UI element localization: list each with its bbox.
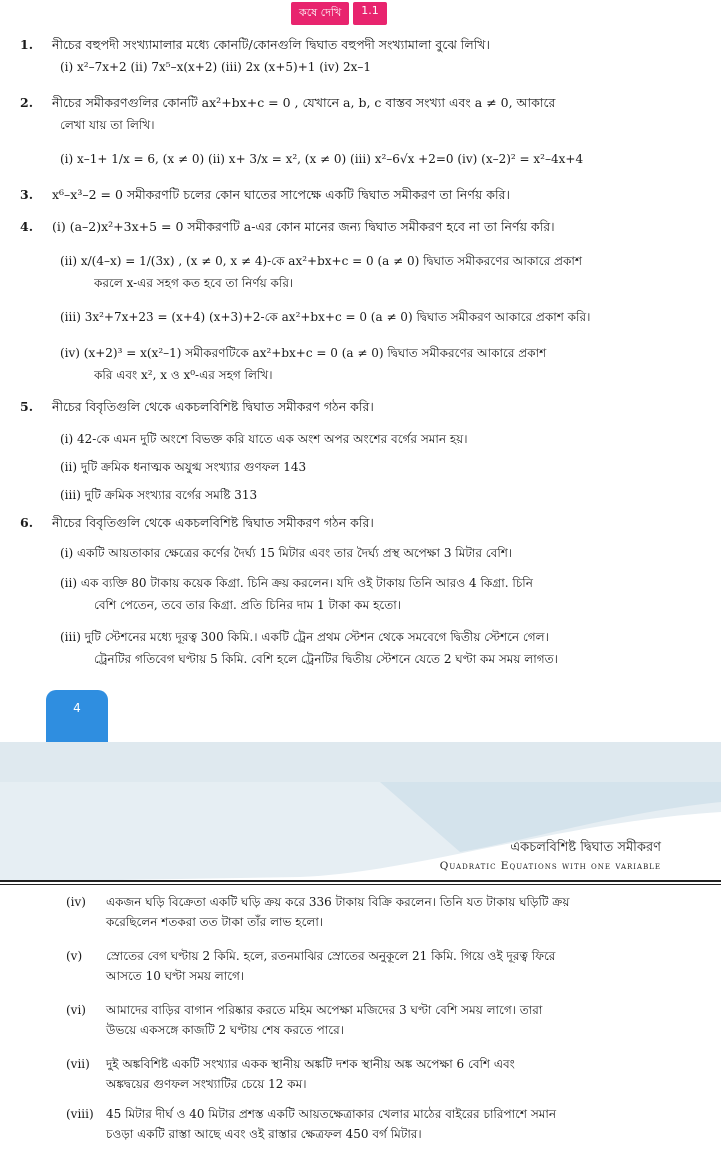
question-number: 6. — [20, 515, 34, 530]
chapter-title-english: Quadratic Equations with one variable — [439, 860, 661, 872]
question-text: নীচের বহুপদী সংখ্যামালার মধ্যে কোনটি/কোনগুলি দ্বিঘাত বহুপদী সংখ্যামালা বুঝে লিখি। — [51, 37, 490, 52]
page-divider-band — [0, 742, 721, 782]
question-4-part-iv-cont: করি এবং x², x ও x⁰-এর সহগ লিখি। — [94, 368, 273, 382]
question-text: x⁶–x³–2 = 0 সমীকরণটি চলের কোন ঘাতের সাপেক্ষে একটি দ্বিঘাত সমীকরণ তা নির্ণয় করি। — [51, 187, 510, 202]
question-4-part-iii: (iii) 3x²+7x+23 = (x+4) (x+3)+2-কে ax²+bx+c = 0 (a ≠ 0) দ্বিঘাত সমীকরণ আকারে প্রকাশ করি। — [60, 310, 591, 324]
question-5 — [20, 398, 374, 416]
question-4-part-ii: (ii) x/(4–x) = 1/(3x) , (x ≠ 0, x ≠ 4)-কে ax²+bx+c = 0 (a ≠ 0) দ্বিঘাত সমীকরণের আকারে প্রকাশ — [60, 254, 582, 268]
header-rule — [0, 880, 721, 882]
question-4-part-iv: (iv) (x+2)³ = x(x²–1) সমীকরণটিকে ax²+bx+c = 0 (a ≠ 0) দ্বিঘাত সমীকরণের আকারে প্রকাশ — [60, 346, 547, 360]
list-item — [66, 1104, 703, 1144]
question-text: নীচের সমীকরণগুলির কোনটি ax²+bx+c = 0 , যেখানে a, b, c বাস্তব সংখ্যা এবং a ≠ 0, আকারে — [51, 95, 556, 110]
question-4-part-i: (i) (a–2)x²+3x+5 = 0 সমীকরণটি a-এর কোন মানের জন্য দ্বিঘাত সমীকরণ হবে না তা নির্ণয় করি। — [51, 219, 555, 234]
list-item — [66, 946, 703, 986]
question-2-options: (i) x–1+ 1/x = 6, (x ≠ 0) (ii) x+ 3/x = x², (x ≠ 0) (iii) x²–6√x +2=0 (iv) (x–2)² = x²–4x+4 — [60, 152, 584, 166]
item-line-1: 45 মিটার দীর্ঘ ও 40 মিটার প্রশস্ত একটি আয়তক্ষেত্রাকার খেলার মাঠের বাইরের চারিপাশে সমান — [106, 1107, 557, 1121]
question-1-options: (i) x²–7x+2 (ii) 7x⁵–x(x+2) (iii) 2x (x+5)+1 (iv) 2x–1 — [60, 60, 372, 74]
question-number: 2. — [20, 95, 34, 110]
item-line-2: অঙ্কদ্বয়ের গুণফল সংখ্যাটির চেয়ে 12 কম। — [106, 1077, 307, 1091]
item-line-2: উভয়ে একসঙ্গে কাজটি 2 ঘণ্টায় শেষ করতে পারে। — [106, 1023, 344, 1037]
question-6 — [20, 514, 374, 532]
question-4 — [20, 218, 555, 236]
item-line-2: চওড়া একটি রাস্তা আছে এবং ওই রাস্তার ক্ষেত্রফল 450 বর্গ মিটার। — [106, 1127, 422, 1141]
question-6-part-i: (i) একটি আয়তাকার ক্ষেত্রের কর্ণের দৈর্ঘ্য 15 মিটার এবং তার দৈর্ঘ্য প্রস্থ অপেক্ষা 3 মিটার বেশি। — [60, 546, 513, 560]
question-6-part-iii-cont: ট্রেনটির গতিবেগ ঘণ্টায় 5 কিমি. বেশি হলে ট্রেনটির দ্বিতীয় স্টেশনে যেতে 2 ঘণ্টা কম সময় লাগত। — [94, 652, 558, 666]
item-line-1: দুই অঙ্কবিশিষ্ট একটি সংখ্যার একক স্থানীয় অঙ্কটি দশক স্থানীয় অঙ্ক অপেক্ষা 6 বেশি এবং — [106, 1057, 515, 1071]
item-label: (v) — [66, 949, 83, 963]
list-item — [66, 892, 703, 932]
question-number: 1. — [20, 37, 34, 52]
header-rule-thin — [0, 884, 721, 885]
page-number-tab — [46, 690, 108, 742]
item-label: (vi) — [66, 1003, 86, 1017]
question-text: নীচের বিবৃতিগুলি থেকে একচলবিশিষ্ট দ্বিঘাত সমীকরণ গঠন করি। — [51, 399, 374, 414]
question-6-part-iii: (iii) দুটি স্টেশনের মধ্যে দূরত্ব 300 কিমি.। একটি ট্রেন প্রথম স্টেশন থেকে সমবেগে দ্বিতীয় স্টেশনে গেল। — [60, 630, 549, 644]
question-2-line-2: লেখা যায় তা লিখি। — [60, 118, 155, 132]
item-line-1: স্রোতের বেগ ঘণ্টায় 2 কিমি. হলে, রতনমাঝির স্রোতের অনুকূলে 21 কিমি. গিয়ে ওই দূরত্ব ফিরে — [106, 949, 556, 963]
item-label: (vii) — [66, 1057, 90, 1071]
exercise-badge — [291, 2, 387, 25]
question-number: 3. — [20, 187, 34, 202]
question-5-part-i: (i) 42-কে এমন দুটি অংশে বিভক্ত করি যাতে এক অংশ অপর অংশের বর্গের সমান হয়। — [60, 432, 468, 446]
item-label: (iv) — [66, 895, 86, 909]
question-text: নীচের বিবৃতিগুলি থেকে একচলবিশিষ্ট দ্বিঘাত সমীকরণ গঠন করি। — [51, 515, 374, 530]
list-item — [66, 1000, 703, 1040]
question-1 — [20, 36, 490, 54]
page-number: 4 — [73, 701, 81, 715]
chapter-title-bengali: একচলবিশিষ্ট দ্বিঘাত সমীকরণ — [510, 840, 661, 855]
item-label: (viii) — [66, 1107, 94, 1121]
list-item — [66, 1054, 703, 1094]
question-number: 4. — [20, 219, 34, 234]
exercise-badge-number: 1.1 — [353, 2, 387, 25]
item-line-1: একজন ঘড়ি বিক্রেতা একটি ঘড়ি ক্রয় করে 336 টাকায় বিক্রি করলেন। তিনি যত টাকায় ঘড়িটি ক্রয় — [106, 895, 570, 909]
item-line-1: আমাদের বাড়ির বাগান পরিষ্কার করতে মহিম অপেক্ষা মজিদের 3 ঘণ্টা বেশি সময় লাগে। তারা — [106, 1003, 543, 1017]
question-6-part-ii: (ii) এক ব্যক্তি 80 টাকায় কয়েক কিগ্রা. চিনি ক্রয় করলেন। যদি ওই টাকায় তিনি আরও 4 কিগ্রা. চিনি — [60, 576, 533, 590]
question-6-part-ii-cont: বেশি পেতেন, তবে তার কিগ্রা. প্রতি চিনির দাম 1 টাকা কম হতো। — [94, 598, 401, 612]
question-5-part-ii: (ii) দুটি ক্রমিক ধনাত্মক অযুগ্ম সংখ্যার গুণফল 143 — [60, 460, 307, 474]
question-number: 5. — [20, 399, 34, 414]
item-line-2: করেছিলেন শতকরা তত টাকা তাঁর লাভ হলো। — [106, 915, 324, 929]
question-5-part-iii: (iii) দুটি ক্রমিক সংখ্যার বর্গের সমষ্টি 313 — [60, 488, 258, 502]
item-line-2: আসতে 10 ঘণ্টা সময় লাগে। — [106, 969, 245, 983]
question-2 — [20, 94, 555, 112]
exercise-badge-label: কষে দেখি — [291, 2, 349, 25]
question-4-part-ii-cont: করলে x-এর সহগ কত হবে তা নির্ণয় করি। — [94, 276, 294, 290]
question-3 — [20, 186, 510, 204]
